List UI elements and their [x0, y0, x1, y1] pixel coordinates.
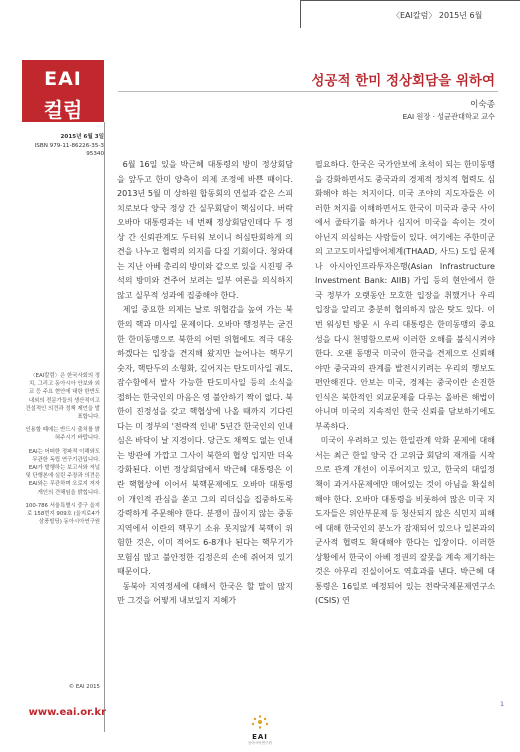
- sidebar-note: EAI는 어떠한 정파적 이해와도 무관한 독립 연구기관입니다. EAI가 발행하는 보고서와 저널 및 단행본에 실린 주장과 의견은 EAI와는 무관하며 오로지 저자 개인의 견해임을 밝힙니다.: [25, 448, 100, 496]
- website-link[interactable]: www.eai.or.kr: [28, 707, 106, 718]
- eai-logo-icon: [249, 715, 271, 729]
- copyright: © EAI 2015: [68, 684, 100, 690]
- sidebar-divider: [104, 122, 105, 732]
- footer-logo-text: EAI: [252, 733, 268, 741]
- author-name: 이숙종: [470, 100, 495, 110]
- footer-logo: [230, 714, 290, 746]
- brand-line-column: 컬럼: [43, 98, 83, 122]
- brand-line-eai: EAI: [44, 68, 82, 90]
- header-rule: [300, 0, 520, 1]
- sidebar-note: 〈EAI칼럼〉은 한국사회의 정치, 그리고 동아시아 안보와 외교 등 주요 현안에 대한 한반도내외의 전문가들의 생산적이고 건설적인 의견과 정책 제언을 발표합니다.: [25, 373, 100, 421]
- paragraph: 동북아 지역정세에 대해서 한국은 할 말이 많지만 그것을 어떻게 내보일지 지혜가: [117, 581, 293, 606]
- eai-column-brand: [22, 60, 104, 122]
- paragraph: 제일 중요한 의제는 날로 위협감을 높여 가는 북한의 핵과 미사일 문제이다. 오바마 행정부는 굳건한 한미동맹으로 북한의 어떤 위협에도 적극 대응하겠다는 입장을 견지해 왔지만 늘어나는 핵무기 숫자, 핵탄두의 소형화, 깊어지는 탄도미사일 궤도, 잠수함에서 발사 가능한 탄도미사일 등의 소식을 접하는 한국인의 마음은 영 불안하기 짝이 없다. 북한이 진정성을 갖고 핵협상에 나올 때까지 기다린다는 미 정부의 '전략적 인내' 5년간 한국인의 인내심은 바닥이 날 지경이다. 당근도 채찍도 없는 인내는 방관에 가깝고 그사이 북한의 협상 입지만 더욱 강화된다. 이번 정상회담에서 박근혜 대통령은 이란 핵협상에 이어서 북핵문제에도 오바마 대통령이 개인적 관심을 쏟고 그의 리더십을 집중하도록 강력하게 주문해야 한다. 분쟁이 끊이지 않는 중동지역에서 이란의 핵무기 소유 못지않게 북핵이 위험한 것은, 이미 적어도 6-8개나 된다는 핵무기가 모험심 많고 불안정한 김정은의 손에 쥐어져 있기 때문이다.: [117, 305, 293, 577]
- body-column-left: [117, 158, 293, 609]
- paragraph: 필요하다. 한국은 국가안보에 초석이 되는 한미동맹을 강화하면서도 중국과의 경제적 정치적 협력도 심화해야 하는 처지이다. 미국 조야의 지도자들은 이러한 처지를 이해하면서도 한국이 미국과 중국 사이에서 줄타기를 하거나 심지어 미국을 속이는 것이 아닌지 의심하는 사람들이 있다. 여기에는 주한미군의 고고도미사일방어체계(THAAD, 사드) 도입 문제나 아시아인프라투자은행(Asian Infrastructure Investment Bank: AIIB) 가입 등의 현안에서 한국 정부가 오랫동안 모호한 입장을 취했거나 우리 입장을 알리고 충분히 협의하지 않은 탓도 있다. 이번 워싱턴 방문 시 우리 대통령은 한미동맹의 중요성을 다시 천명함으로써 이러한 오해를 불식시켜야 한다. 오랜 동맹국 미국이 한국을 견제으로 신뢰해야만 중국과의 관계를 발전시키려는 우리의 행보도 편안해진다. 안보는 미국, 경제는 중국이란 손진한 인식은 북한적인 외교문제를 다루는 올바른 해법이 아니며 미국의 지속적인 한국 신뢰를 담보하기에도 부족하다.: [315, 160, 495, 431]
- header-rule-vertical: [300, 0, 301, 28]
- sidebar-notes: [24, 372, 100, 531]
- running-header: 〈EAI칼럼〉 2015년 6월: [392, 11, 483, 20]
- publication-meta: [24, 133, 104, 159]
- footer-logo-subtext: 동아시아연구원: [248, 741, 272, 745]
- title-rule: [118, 91, 498, 92]
- page-number: 1: [500, 700, 505, 708]
- isbn-code: 95340: [86, 151, 104, 157]
- body-column-right: [315, 158, 495, 609]
- sidebar-note: 인용할 때에는 반드시 출처를 밝혀주시기 바랍니다.: [25, 427, 100, 442]
- paragraph: 미국이 우려하고 있는 한일관계 악화 문제에 대해서는 최근 한일 양국 간 고위급 회담의 재개를 시작으로 관계 개선이 이루어지고 있고, 한국의 대일정책이 과거사문제에만 매어있는 것이 아님을 확실히 해야 한다. 오바마 대통령을 비롯하여 많은 미국 지도자들은 위안부문제 등 청산되지 않은 식민지 피해에 대해 한국인의 분노가 잠재되어 있으나 일본과의 군사적 협력도 확대해야 한다는 입장이다. 이러한 상황에서 한국이 아베 정권의 잘못을 계속 제기하는 것은 아무리 진실이어도 역효과를 낸다. 박근혜 대통령은 16일로 예정되어 있는 전략국제문제연구소(CSIS) 연: [315, 436, 495, 606]
- paragraph: 6월 16일 있을 박근혜 대통령의 방미 정상회담을 앞두고 한미 양측이 의제 조정에 바쁜 때이다. 2013년 5월 미 상하원 합동회의 연설과 같은 스피치로보다 양국 정상 간 실무회담이 핵심이다. 버락 오바마 대통령과는 네 번째 정상회담인데다 두 정상 간 신뢰관계도 두터워 보이니 허심탄회하게 의견을 나누고 협력의 의지를 다질 기회이다. 청와대는 지난 아베 총리의 방미와 같으로 있을 시진핑 주석의 방미와 견주어 보려는 일부 여론을 의식하지 않고 실무적 성과에 집중해야 한다.: [117, 160, 293, 300]
- author-affiliation: EAI 원장 · 성균관대학교 교수: [402, 112, 495, 121]
- publication-date: 2015년 6월 3일: [60, 134, 104, 140]
- sidebar-address: 100-786 서울특별시 중구 을지로 158번지 909호 (을지로4가 삼풍빌딩) 동아시아연구원: [25, 502, 100, 526]
- article-title: 성공적 한미 정상회담을 위하여: [311, 73, 495, 89]
- isbn: ISBN 979-11-86226-35-3: [34, 142, 104, 149]
